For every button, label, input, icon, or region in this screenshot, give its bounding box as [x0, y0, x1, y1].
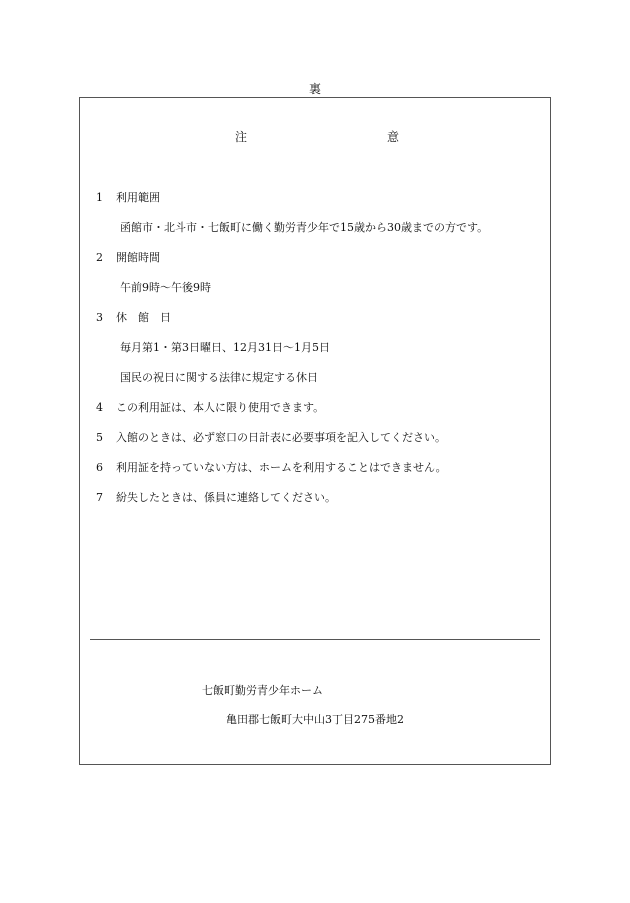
item-heading: 休 館 日	[116, 311, 171, 324]
notice-frame	[79, 97, 551, 765]
item-detail-text: 午前9時～午後9時	[120, 281, 211, 294]
item-number: 6	[96, 461, 103, 474]
title-char-left: 注	[235, 130, 248, 144]
organization-address: 亀田郡七飯町大中山3丁目275番地2	[226, 713, 404, 726]
item-detail-text: 国民の祝日に関する法律に規定する休日	[120, 371, 318, 384]
item-number: 4	[96, 401, 103, 414]
title-char-right: 意	[387, 130, 400, 144]
item-number: 5	[96, 431, 103, 444]
footer-divider	[90, 639, 540, 640]
item-number: 7	[96, 491, 103, 504]
notice-title	[80, 128, 550, 144]
item-number: 1	[96, 191, 103, 204]
item-heading: 利用証を持っていない方は、ホームを利用することはできません。	[116, 461, 447, 474]
item-detail-text: 函館市・北斗市・七飯町に働く勤労青少年で15歳から30歳までの方です。	[120, 221, 489, 234]
item-heading: 開館時間	[116, 251, 160, 264]
item-heading: 紛失したときは、係員に連絡してください。	[116, 491, 336, 504]
side-label: 裏	[308, 82, 321, 96]
item-heading: この利用証は、本人に限り使用できます。	[116, 401, 325, 414]
item-number: 3	[96, 311, 103, 324]
item-heading: 入館のときは、必ず窓口の日計表に必要事項を記入してください。	[116, 431, 446, 444]
item-heading: 利用範囲	[116, 191, 160, 204]
organization-name: 七飯町勤労青少年ホーム	[202, 684, 323, 697]
item-detail-text: 毎月第1・第3日曜日、12月31日～1月5日	[120, 341, 330, 354]
item-number: 2	[96, 251, 103, 264]
